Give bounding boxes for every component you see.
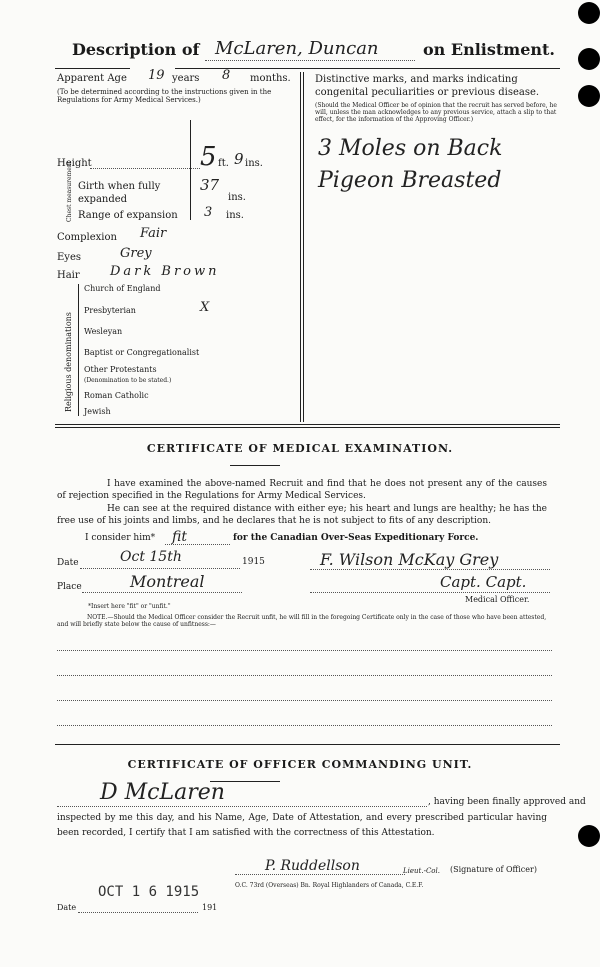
date-dotted-line [80,568,240,569]
name-dotted-line [205,60,415,61]
height-label: Height [57,158,92,169]
divider [55,744,560,745]
unfit-reason-line [57,725,552,726]
medical-certificate-title: CERTIFICATE OF MEDICAL EXAMINATION. [146,442,454,455]
recruit-name: McLaren, Duncan [215,38,379,59]
officer-date-label: Date [57,903,77,912]
age-note: (To be determined according to the instructions given in the Regulations for Army Medical Services.) [57,88,272,104]
divider [175,68,560,69]
divider [55,427,560,428]
range-value: 3 [204,205,213,220]
religion-bracket [78,284,79,416]
punch-hole [578,48,600,70]
religion-mark: X [200,300,210,315]
religion-item: Presbyterian [84,306,136,315]
medical-para-1: I have examined the above-named Recruit and find that he does not present any of the causes of rejection specified in the Regulations for Army Medical Services. [57,479,547,501]
medical-para-2: He can see at the required distance with either eye; his heart and lungs are healthy; he has the free use of his joints and limbs, and he declares that he is not subject to fits of any description. [57,504,547,526]
age-months: 8 [222,68,231,83]
consider-suffix: for the Canadian Over-Seas Expeditionary Force. [233,533,479,543]
exam-place: Montreal [130,572,205,591]
age-label: Apparent Age [57,73,127,84]
signature-dotted-line [310,569,550,570]
religion-item: (Denomination to be stated.) [84,377,172,384]
complexion-value: Fair [140,226,167,241]
religion-item: Church of England [84,284,161,293]
recruit-dotted-line [57,806,427,807]
height-ft: 5 [200,142,217,172]
commanding-officer-rank: Lieut.-Col. [403,867,440,875]
fit-value: fit [172,529,187,545]
medical-officer-signature: F. Wilson McKay Grey [320,550,499,569]
place-label: Place [57,582,82,592]
date-stamp: OCT 1 6 1915 [98,884,200,900]
unfit-reason-line [57,650,552,651]
divider [55,424,560,425]
height-dotted-line [90,168,200,169]
girth-unit: ins. [228,192,246,203]
signature-label: (Signature of Officer) [450,865,537,874]
hair-label: Hair [57,270,80,281]
certify-line-1: , having been finally approved and [428,797,586,807]
religion-item: Wesleyan [84,327,123,336]
religion-item: Jewish [84,407,111,416]
place-dotted-line [82,592,242,593]
years-label: years [172,73,200,84]
marks-heading: Distinctive marks, and marks indicating congenital peculiarities or previous disease. [315,74,540,98]
exam-year: 1915 [242,557,265,567]
unfit-reason-line [57,675,552,676]
divider [190,120,191,220]
officer-signature-line [235,874,405,875]
punch-hole [578,825,600,847]
girth-label: Girth when fully expanded [78,181,161,205]
eyes-value: Grey [120,246,152,261]
date-dotted-line [78,912,198,913]
distinctive-mark: Pigeon Breasted [318,168,502,193]
ft-label: ft. [218,158,229,169]
unit-stamp: O.C. 73rd (Overseas) Bn. Royal Highlanders of Canada, C.E.F. [235,882,424,889]
title-prefix: Description of [72,40,200,59]
religion-item: Baptist or Congregationalist [84,348,200,357]
divider [230,465,280,466]
fit-dotted-line [165,544,230,545]
punch-hole [578,2,600,24]
ins-label: ins. [245,158,263,169]
girth-value: 37 [200,176,220,194]
height-in: 9 [234,150,244,168]
consider-prefix: I consider him* [85,533,156,543]
medical-officer-rank: Capt. Capt. [440,573,527,591]
officer-year-label: 191 [202,903,218,912]
religion-item: Other Protestants [84,365,157,374]
months-label: months. [250,73,291,84]
title-suffix: on Enlistment. [423,40,555,59]
punch-hole [578,85,600,107]
range-label: Range of expansion [78,210,178,221]
unfit-reason-line [57,700,552,701]
commanding-officer-signature: P. Ruddellson [265,858,360,874]
eyes-label: Eyes [57,252,81,263]
religion-label: Religious denominations [64,312,73,412]
signature-dotted-line [310,592,550,593]
recruit-signature: D McLaren [100,780,225,805]
religion-item: Roman Catholic [84,391,149,400]
insert-note: *Insert here "fit" or "unfit." [88,603,171,610]
divider [55,68,130,69]
medical-officer-label: Medical Officer. [465,595,530,604]
certify-text: inspected by me this day, and his Name, Age, Date of Attestation, and every prescribed particular having been recorded, I certify that I am satisfied with the correctness of this Attestation. [57,813,547,838]
hair-value: Dark Brown [110,264,220,279]
exam-date: Oct 15th [120,549,182,565]
date-label: Date [57,558,79,568]
complexion-label: Complexion [57,232,117,243]
marks-note: (Should the Medical Officer be of opinion that the recruit has served before, he will, unless the man acknowledges to any previous service, attach a slip to that effect, for the information of the Approving Officer.) [315,102,557,123]
chest-label: Chest measurement [66,160,73,222]
officer-certificate-title: CERTIFICATE OF OFFICER COMMANDING UNIT. [127,758,473,771]
distinctive-mark: 3 Moles on Back [318,136,503,161]
column-divider [303,72,304,422]
column-divider [300,72,301,422]
age-years: 19 [148,68,165,83]
unfit-note: NOTE.—Should the Medical Officer consider the Recruit unfit, he will fill in the foregoing Certificate only in the case of those who have been attested, and will briefly state below the cause of unfitness:— [57,614,547,628]
range-unit: ins. [226,210,244,221]
